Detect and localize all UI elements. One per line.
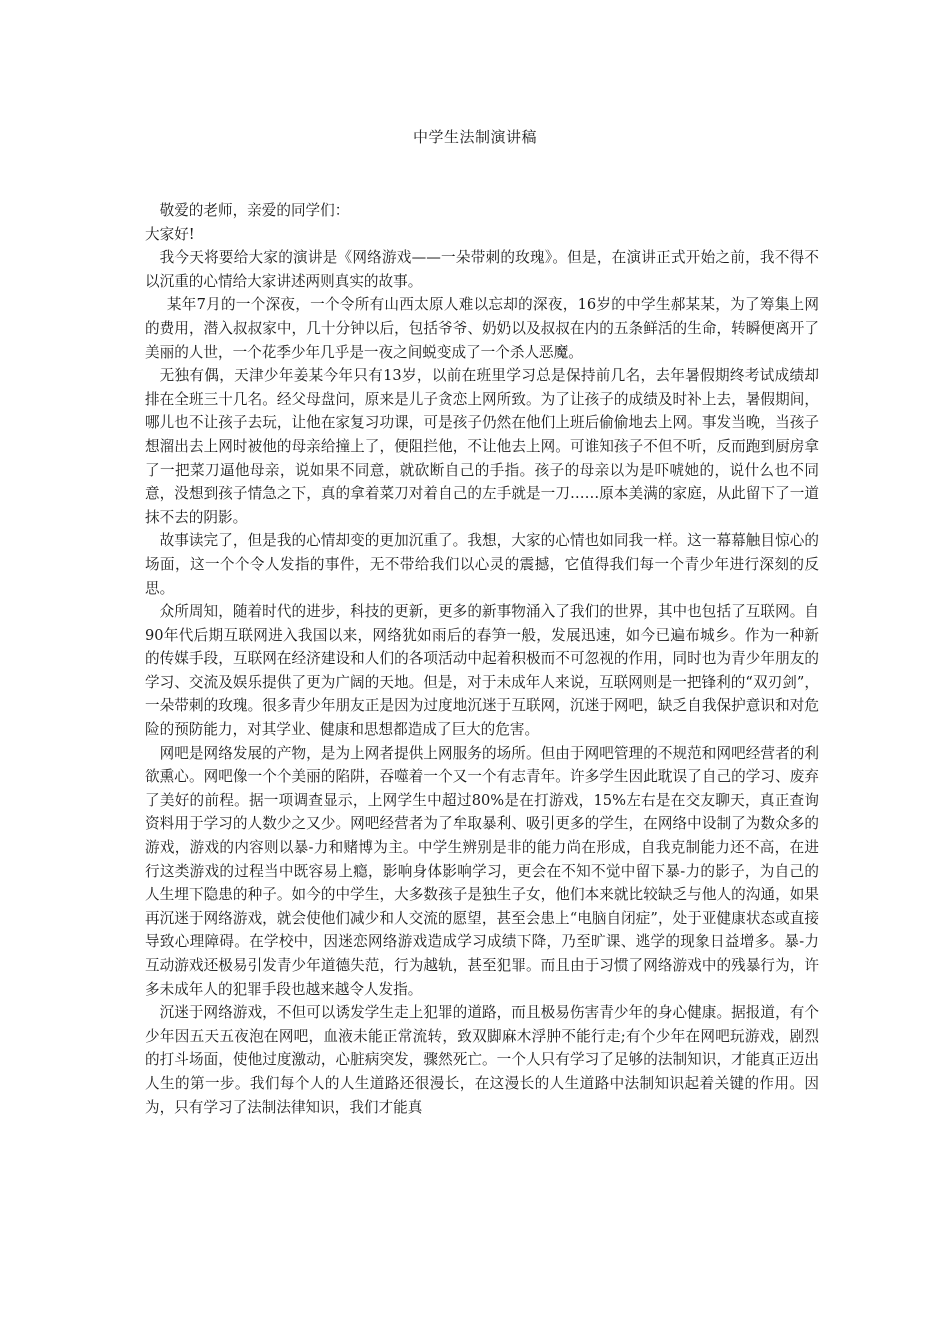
paragraph-reflection: 故事读完了，但是我的心情却变的更加沉重了。我想，大家的心情也如同我一样。这一幕幕触目惊心的场面，这一个个令人发指的事件，无不带给我们以心灵的震撼，它值得我们每一个青少年进行深刻的反思。 xyxy=(145,532,819,597)
document-title: 中学生法制演讲稿 xyxy=(412,128,537,146)
paragraph-salutation: 敬爱的老师，亲爱的同学们： xyxy=(159,202,350,219)
document-body xyxy=(145,199,819,1119)
paragraph-intro: 我今天将要给大家的演讲是《网络游戏——一朵带刺的玫瑰》。但是，在演讲正式开始之前，我不得不以沉重的心情给大家讲述两则真实的故事。 xyxy=(145,249,819,290)
paragraph-internet-cafe: 网吧是网络发展的产物，是为上网者提供上网服务的场所。但由于网吧管理的不规范和网吧经营者的利欲熏心。网吧像一个个美丽的陷阱，吞噬着一个又一个有志青年。许多学生因此耽误了自己的学习、废弃了美好的前程。据一项调查显示，上网学生中超过80%是在打游戏，15%左右是在交友聊天，真正查询资料用于学习的人数少之又少。网吧经营者为了牟取暴利、吸引更多的学生，在网络中设制了为数众多的游戏，游戏的内容则以暴-力和赌博为主。中学生辨别是非的能力尚在形成，自我克制能力还不高，在进行这类游戏的过程当中既容易上瘾，影响身体影响学习，更会在不知不觉中留下暴-力的影子，为自己的人生埋下隐患的种子。如今的中学生，大多数孩子是独生子女，他们本来就比较缺乏与他人的沟通，如果再沉迷于网络游戏，就会使他们减少和人交流的愿望，甚至会患上“电脑自闭症”，处于亚健康状态或直接导致心理障碍。在学校中，因迷恋网络游戏造成学习成绩下降，乃至旷课、逃学的现象日益增多。暴-力互动游戏还极易引发青少年道德失范，行为越轨，甚至犯罪。而且由于习惯了网络游戏中的残暴行为，许多未成年人的犯罪手段也越来越令人发指。 xyxy=(145,744,819,998)
paragraph-internet: 众所周知，随着时代的进步，科技的更新，更多的新事物涌入了我们的世界，其中也包括了互联网。自90年代后期互联网进入我国以来，网络犹如雨后的春笋一般，发展迅速，如今已遍布城乡。作为一种新的传媒手段，互联网在经济建设和人们的各项活动中起着积极而不可忽视的作用，同时也为青少年朋友的学习、交流及娱乐提供了更为广阔的天地。但是，对于未成年人来说，互联网则是一把锋利的“双刃剑”，一朵带刺的玫瑰。很多青少年朋友正是因为过度地沉迷于互联网，沉迷于网吧，缺乏自我保护意识和对危险的预防能力，对其学业、健康和思想都造成了巨大的危害。 xyxy=(145,603,819,739)
paragraph-story-one: 某年7月的一个深夜，一个令所有山西太原人难以忘却的深夜，16岁的中学生郝某某，为了筹集上网的费用，潜入叔叔家中，几十分钟以后，包括爷爷、奶奶以及叔叔在内的五条鲜活的生命，转瞬便离开了美丽的人世，一个花季少年几乎是一夜之间蜕变成了一个杀人恶魔。 xyxy=(145,296,819,361)
paragraph-greeting: 大家好! xyxy=(145,225,195,243)
paragraph-story-two: 无独有偶，天津少年姜某今年只有13岁，以前在班里学习总是保持前几名，去年暑假期终考试成绩却排在全班三十几名。经父母盘问，原来是儿子贪恋上网所致。为了让孩子的成绩及时补上去，暑假期间，哪儿也不让孩子去玩，让他在家复习功课，可是孩子仍然在他们上班后偷偷地去上网。事发当晚，当孩子想溜出去上网时被他的母亲给撞上了，便阻拦他，不让他去上网。可谁知孩子不但不听，反而跑到厨房拿了一把菜刀逼他母亲，说如果不同意，就砍断自己的手指。孩子的母亲以为是吓唬她的，说什么也不同意，没想到孩子情急之下，真的拿着菜刀对着自己的左手就是一刀……原本美满的家庭，从此留下了一道抹不去的阴影。 xyxy=(145,367,819,526)
paragraph-health: 沉迷于网络游戏，不但可以诱发学生走上犯罪的道路，而且极易伤害青少年的身心健康。据报道，有个少年因五天五夜泡在网吧，血液未能正常流转，致双脚麻木浮肿不能行走;有个少年在网吧玩游戏，剧烈的打斗场面，使他过度激动，心脏病突发，骤然死亡。一个人只有学习了足够的法制知识，才能真正迈出人生的第一步。我们每个人的人生道路还很漫长，在这漫长的人生道路中法制知识起着关键的作用。因为，只有学习了法制法律知识，我们才能真 xyxy=(145,1004,819,1116)
